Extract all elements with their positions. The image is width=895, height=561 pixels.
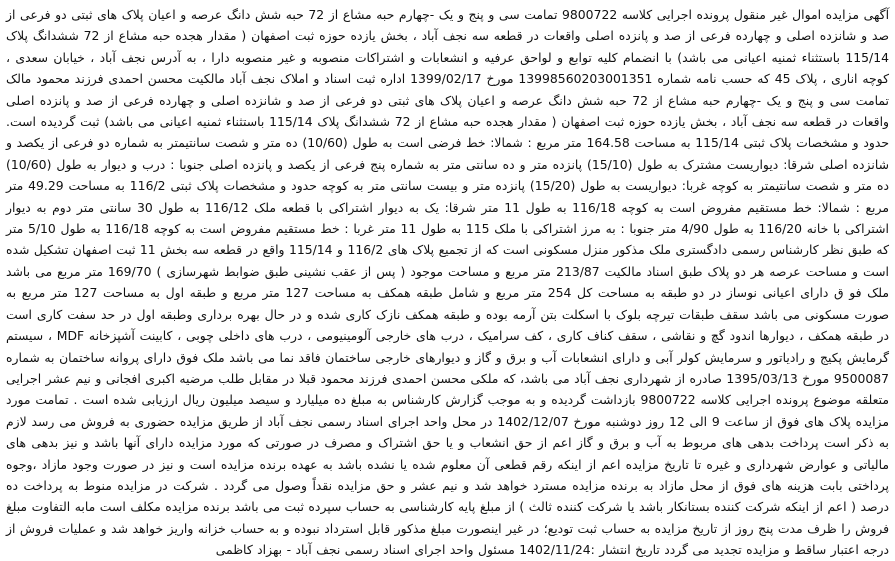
- auction-notice-text: آگهی مزایده اموال غیر منقول پرونده اجرایی کلاسه 9800722 تمامت سی و پنج و یک -چهارم حبه مشاع از 72 حبه شش دانگ عرصه و اعیان پلاک های ثبتی دو فرعی از صد و شانزده اصلی و چهارده فرعی از صد و پانزده اصلی واقعات در قطعه سه نجف آباد ، بخش یازده حوزه ثبت اصفهان ( مقدار هجده حبه مشاع از 72 ششدانگ پلاک 115/14 باستثناء ثمنیه اعیانی می باشد) با انضمام کلیه توابع و لواحق عرفیه و انشعابات و اشتراکات منصوبه و غیر منصوبه دارا ، به آدرس نجف آباد ، خیابان سعدی ، کوچه اناری ، پلاک 45 که حسب نامه شماره 13998560203001351 مورخ 1399/02/17 اداره ثبت اسناد و املاک نجف آباد مالکیت محسن احمدی فرزند محمود مالک تمامت سی و پنج و یک -چهارم حبه مشاع از 72 حبه شش دانگ عرصه و اعیان پلاک های ثبتی دو فرعی از صد و شانزده اصلی و چهارده فرعی از صد و پانزده اصلی واقعات در قطعه سه نجف آباد ، بخش یازده حوزه ثبت اصفهان ( مقدار هجده حبه مشاع از 72 ششدانگ پلاک 115/14 باستثناء ثمنیه اعیانی می باشد) ثبت گردیده است. حدود و مشخصات پلاک ثبتی 115/14 به مساحت 164.58 متر مربع : شمالا: خط فرضی است به طول (10/60) ده متر و شصت سانتیمتر به شماره دو فرعی از یکصد و شانزده اصلی شرقا: دیواریست مشترک به طول (15/10) پانزده متر و ده سانتی متر به شماره پنج فرعی از یکصد و پانزده اصلی جنوبا : درب و دیوار به طول (10/60) ده متر و شصت سانتیمتر به کوچه غربا: دیواریست به طول (15/20) پانزده متر و بیست سانتی متر به کوچه حدود و مشخصات پلاک ثبتی 116/2 به مساحت 49.29 متر مربع : شمالا: خط مستقیم مفروض است به کوچه 116/18 به طول 11 متر شرقا: یک به دیوار اشتراکی با قطعه ملک 116/12 به طول 30 سانتی متر دوم به دیوار اشتراکی با خانه 116/20 به طول 4/90 متر جنوبا : به مرز اشتراکی با ملک 115 به طول 11 متر غربا : خط مستقیم مفروض است به کوچه 116/18 به طول 5/10 متر که طبق نظر کارشناس رسمی دادگستری ملک مذکور منزل مسکونی است که از تجمیع پلاک های 116/2 و 115/14 واقع در قطعه سه بخش 11 ثبت اصفهان تشکیل شده است و مساحت عرصه هر دو پلاک طبق اسناد مالکیت 213/87 متر مربع و مساحت موجود ( پس از عقب نشینی طبق ضوابط شهرسازی ) 169/70 متر مربع می باشد ملک فو ق دارای اعیانی نوساز در دو طبقه به مساحت کل 254 متر مربع و شامل طبقه همکف به مساحت 127 متر مربع و طبقه اول به مساحت 127 متر مربع به صورت مسکونی می باشد سقف طبقات تیرچه بلوک با اسکلت بتن آرمه بوده و طبقه همکف نازک کاری شده و در حال بهره برداری وطبقه اول در حد سفت کاری است در طبقه همکف ، دیوارها اندود گچ و نقاشی ، سقف کناف کاری ، کف سرامیک ، درب های خارجی آلومینیومی ، درب های داخلی چوبی ، کابینت آشپزخانه MDF ، سیستم گرمایش پکیج و رادیاتور و سرمایش کولر آبی و دارای انشعابات آب و برق و گاز و دیوارهای خارجی ساختمان فاقد نما می باشد ملک فوق دارای پروانه ساختمان به شماره 9500087 مورخ 1395/03/13 صادره از شهرداری نجف آباد می باشد، که ملکی محسن احمدی فرزند محمود قبلا در مقابل طلب مرضیه اکبری افجانی و نیم عشر اجرایی متعلقه موضوع پرونده اجرایی کلاسه 9800722 بازداشت گردیده و به موجب گزارش کارشناس به مبلغ ده میلیارد و سیصد میلیون ریال ارزیابی شده است . تمامت مورد مزایده پلاک های فوق از ساعت 9 الی 12 روز دوشنبه مورخ 1402/12/07 در محل واحد اجرای اسناد رسمی نجف آباد از طریق مزایده حضوری به فروش می رسد لازم به ذکر است پرداخت بدهی های مربوط به آب و برق و گاز اعم از حق انشعاب و یا حق اشتراک و مصرف در صورتی که مورد مزایده دارای آنها باشد و نیز بدهی های مالیاتی و عوارض شهرداری و غیره تا تاریخ مزایده اعم از اینکه رقم قطعی آن معلوم شده یا نشده باشد به عهده برنده مزایده است و نیز در صورت وجود مازاد ،وجوه پرداختی بابت هزینه های فوق از محل مازاد به برنده مزایده مسترد خواهد شد و نیم عشر و حق مزایده نقداً وصول می گردد . شرکت در مزایده منوط به پرداخت ده درصد ( اعم از اینکه شرکت کننده بستانکار باشد یا شرکت کننده ثالث ) از مبلغ پایه کارشناسی به حساب سپرده ثبت می باشد برنده مزایده مکلف است مابه التفاوت مبلغ فروش را ظرف مدت پنج روز از تاریخ مزایده به حساب ثبت تودیع؛ در غیر اینصورت مبلغ مذکور قابل استرداد نبوده و به حساب خزانه واریز خواهد شد و عملیات فروش از درجه اعتبار ساقط و مزایده تجدید می گردد تاریخ انتشار :1402/11/24 مسئول واحد اجرای اسناد رسمی نجف آباد - بهزاد کاظمی: [6, 7, 890, 558]
